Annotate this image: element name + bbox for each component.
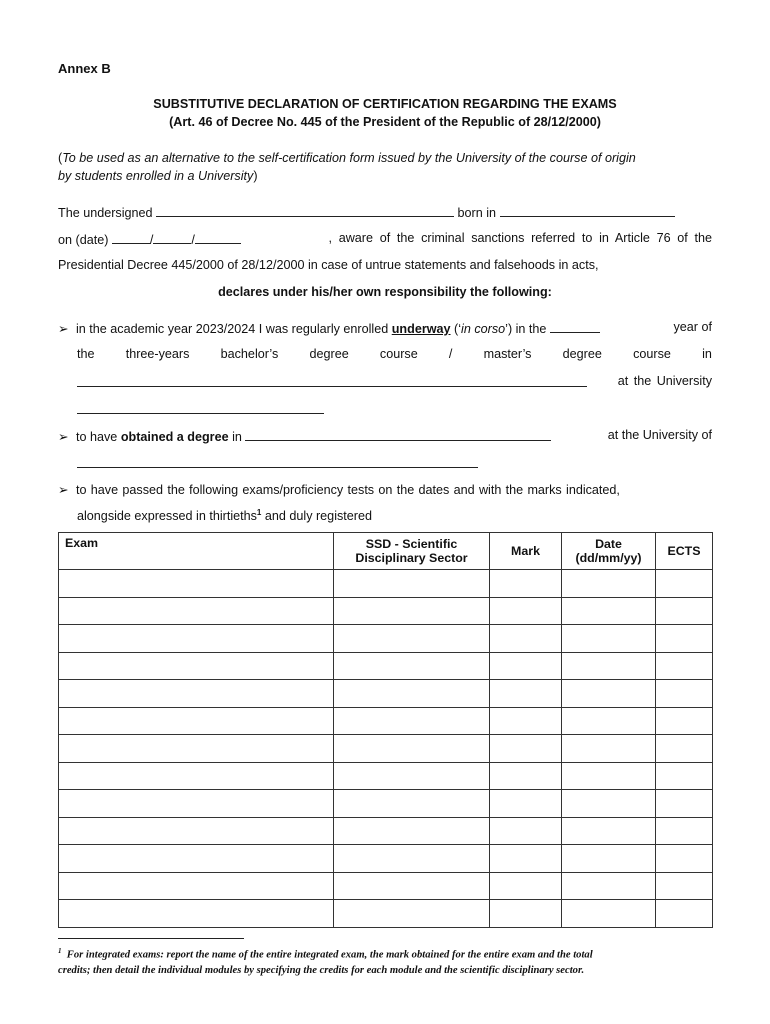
date-cell[interactable] — [562, 570, 656, 598]
enrollment-year-field[interactable] — [550, 320, 600, 333]
col-header-mark: Mark — [490, 533, 562, 570]
mark-cell[interactable] — [490, 790, 562, 818]
date-label-line-2: (dd/mm/yy) — [575, 551, 642, 565]
exams-table — [58, 532, 713, 928]
item-3-text-1: to have passed the following exams/proficiency tests on the dates and with the marks indicated, — [76, 483, 620, 497]
course-word: course — [633, 347, 671, 361]
footnote-line-1 — [58, 944, 718, 963]
ects-cell[interactable] — [656, 652, 713, 680]
footnote-line-2 — [58, 963, 718, 978]
exam-cell[interactable] — [59, 625, 334, 653]
footnote-rule — [58, 938, 244, 939]
course-word: bachelor’s — [220, 347, 279, 361]
ssd-cell[interactable] — [334, 707, 490, 735]
item-1-line-4 — [77, 401, 324, 417]
obtained-degree-text: obtained a degree — [120, 430, 229, 444]
ects-cell[interactable] — [656, 597, 713, 625]
ssd-label-line-2: Disciplinary Sector — [355, 551, 468, 565]
degree-field[interactable] — [245, 428, 551, 441]
item-2-line-2 — [77, 455, 478, 471]
ssd-cell[interactable] — [334, 652, 490, 680]
exam-cell[interactable] — [59, 872, 334, 900]
col-header-date — [562, 533, 656, 570]
ects-cell[interactable] — [656, 845, 713, 873]
col-header-ssd — [334, 533, 490, 570]
paren-close: ’) in the — [505, 322, 547, 336]
date-cell[interactable] — [562, 845, 656, 873]
mark-cell[interactable] — [490, 872, 562, 900]
table-row — [59, 597, 713, 625]
course-word: degree — [562, 347, 602, 361]
course-word: course — [379, 347, 418, 361]
course-word: degree — [309, 347, 349, 361]
birth-day-field[interactable] — [112, 231, 150, 244]
table-header-row — [59, 533, 713, 570]
ssd-cell[interactable] — [334, 735, 490, 763]
undersigned-label: The undersigned — [58, 206, 153, 220]
table-row — [59, 845, 713, 873]
in-corso-text: in corso — [461, 322, 506, 336]
ssd-cell[interactable] — [334, 790, 490, 818]
ssd-cell[interactable] — [334, 597, 490, 625]
ssd-cell[interactable] — [334, 680, 490, 708]
university-name-field[interactable] — [77, 401, 324, 414]
course-word: the — [77, 347, 95, 361]
year-of-label: year of — [673, 320, 712, 334]
date-cell[interactable] — [562, 762, 656, 790]
exam-cell[interactable] — [59, 762, 334, 790]
ects-cell[interactable] — [656, 707, 713, 735]
mark-cell[interactable] — [490, 845, 562, 873]
exam-cell[interactable] — [59, 597, 334, 625]
footnote-ref: 1 — [256, 508, 262, 517]
table-row — [59, 872, 713, 900]
course-word: three-years — [125, 347, 190, 361]
col-header-ects: ECTS — [656, 533, 713, 570]
exam-cell[interactable] — [59, 680, 334, 708]
at-university-label: at the University — [617, 374, 712, 388]
exam-cell[interactable] — [59, 652, 334, 680]
birth-year-field[interactable] — [195, 231, 241, 244]
exam-cell[interactable] — [59, 570, 334, 598]
ssd-cell[interactable] — [334, 817, 490, 845]
date-line — [58, 231, 712, 247]
item-3-line-2 — [77, 508, 372, 523]
date-cell[interactable] — [562, 872, 656, 900]
intro-paren-close: ) — [253, 169, 258, 183]
exam-cell[interactable] — [59, 845, 334, 873]
ssd-cell[interactable] — [334, 570, 490, 598]
on-date-label: on (date) — [58, 233, 109, 247]
date-cell[interactable] — [562, 707, 656, 735]
undersigned-line — [58, 204, 675, 220]
degree-university-field[interactable] — [77, 455, 478, 468]
declares-heading: declares under his/her own responsibility the following: — [218, 285, 552, 299]
ects-cell[interactable] — [656, 900, 713, 928]
ssd-cell[interactable] — [334, 900, 490, 928]
intro-paren-open: ( — [58, 151, 63, 165]
date-label-line-1: Date — [595, 537, 622, 551]
mark-cell[interactable] — [490, 625, 562, 653]
table-row — [59, 625, 713, 653]
date-cell[interactable] — [562, 817, 656, 845]
date-separator: / — [191, 233, 195, 247]
table-row — [59, 735, 713, 763]
mark-cell[interactable] — [490, 680, 562, 708]
born-label: born in — [457, 206, 497, 220]
arrow-bullet-icon: ➢ — [58, 322, 69, 336]
table-row — [59, 652, 713, 680]
undersigned-name-field[interactable] — [156, 204, 454, 217]
intro-text-2: by students enrolled in a University — [58, 169, 254, 183]
birth-month-field[interactable] — [153, 231, 191, 244]
table-row — [59, 570, 713, 598]
date-cell[interactable] — [562, 597, 656, 625]
item-1-line-2 — [77, 347, 712, 361]
ssd-cell[interactable] — [334, 762, 490, 790]
item-2-in: in — [232, 430, 242, 444]
birthplace-field[interactable] — [500, 204, 675, 217]
mark-cell[interactable] — [490, 652, 562, 680]
item-2-line-1 — [58, 428, 712, 444]
ssd-label-line-1: SSD - Scientific — [365, 537, 458, 551]
item-1-line-3 — [77, 374, 712, 388]
table-row — [59, 762, 713, 790]
item-3-text-2: alongside expressed in thirtieths — [77, 509, 257, 524]
course-word: master’s — [483, 347, 532, 361]
table-row — [59, 790, 713, 818]
exam-cell[interactable] — [59, 735, 334, 763]
underway-text: underway — [391, 322, 451, 336]
ssd-cell[interactable] — [334, 845, 490, 873]
annex-label: Annex B — [58, 61, 111, 76]
document-title: SUBSTITUTIVE DECLARATION OF CERTIFICATION REGARDING THE EXAMS — [153, 97, 617, 111]
at-university-of-label: at the University of — [607, 428, 712, 442]
decree-text: Presidential Decree 445/2000 of 28/12/2000 in case of untrue statements and falsehoods in acts, — [58, 258, 599, 272]
arrow-bullet-icon: ➢ — [58, 483, 69, 497]
mark-cell[interactable] — [490, 817, 562, 845]
exam-cell[interactable] — [59, 900, 334, 928]
item-3-text-3: and duly registered — [261, 509, 372, 524]
date-cell[interactable] — [562, 900, 656, 928]
col-header-exam: Exam — [59, 533, 334, 570]
course-name-field[interactable] — [77, 374, 587, 387]
mark-cell[interactable] — [490, 762, 562, 790]
date-cell[interactable] — [562, 790, 656, 818]
ects-cell[interactable] — [656, 817, 713, 845]
course-word: in — [702, 347, 712, 361]
table-row — [59, 817, 713, 845]
ects-cell[interactable] — [656, 625, 713, 653]
footnote-text-1: For integrated exams: report the name of the entire integrated exam, the mark obtained for the entire exam and the total — [66, 949, 593, 961]
intro-line-2 — [58, 169, 258, 183]
mark-cell[interactable] — [490, 597, 562, 625]
ects-cell[interactable] — [656, 735, 713, 763]
ects-cell[interactable] — [656, 762, 713, 790]
ssd-cell[interactable] — [334, 625, 490, 653]
date-cell[interactable] — [562, 652, 656, 680]
ects-cell[interactable] — [656, 680, 713, 708]
aware-text: , aware of the criminal sanctions referred to in Article 76 of the — [328, 231, 712, 245]
course-word: / — [448, 347, 453, 361]
table-row — [59, 680, 713, 708]
paren-open: (‘ — [454, 322, 462, 336]
item-2-prefix: to have — [76, 430, 118, 444]
footnote — [58, 944, 718, 978]
ssd-cell[interactable] — [334, 872, 490, 900]
exam-cell[interactable] — [59, 707, 334, 735]
ects-cell[interactable] — [656, 790, 713, 818]
footnote-text-2: credits; then detail the individual modules by specifying the credits for each module and the scientific disciplinary sector. — [58, 964, 585, 976]
item-1-prefix: in the academic year 2023/2024 I was regularly enrolled — [76, 322, 389, 336]
exam-cell[interactable] — [59, 790, 334, 818]
date-cell[interactable] — [562, 735, 656, 763]
intro-text-1: To be used as an alternative to the self-certification form issued by the University of the course of origin — [62, 151, 636, 165]
mark-cell[interactable] — [490, 570, 562, 598]
footnote-number: 1 — [58, 947, 62, 955]
date-cell[interactable] — [562, 625, 656, 653]
table-row — [59, 900, 713, 928]
arrow-bullet-icon: ➢ — [58, 430, 69, 444]
document-subtitle: (Art. 46 of Decree No. 445 of the President of the Republic of 28/12/2000) — [169, 115, 601, 129]
exam-cell[interactable] — [59, 817, 334, 845]
mark-cell[interactable] — [490, 900, 562, 928]
date-separator: / — [149, 233, 154, 247]
mark-cell[interactable] — [490, 735, 562, 763]
mark-cell[interactable] — [490, 707, 562, 735]
item-3-line-1 — [58, 482, 712, 497]
item-1-line-1 — [58, 320, 712, 336]
ects-cell[interactable] — [656, 570, 713, 598]
intro-line-1 — [58, 151, 636, 165]
table-row — [59, 707, 713, 735]
date-cell[interactable] — [562, 680, 656, 708]
ects-cell[interactable] — [656, 872, 713, 900]
